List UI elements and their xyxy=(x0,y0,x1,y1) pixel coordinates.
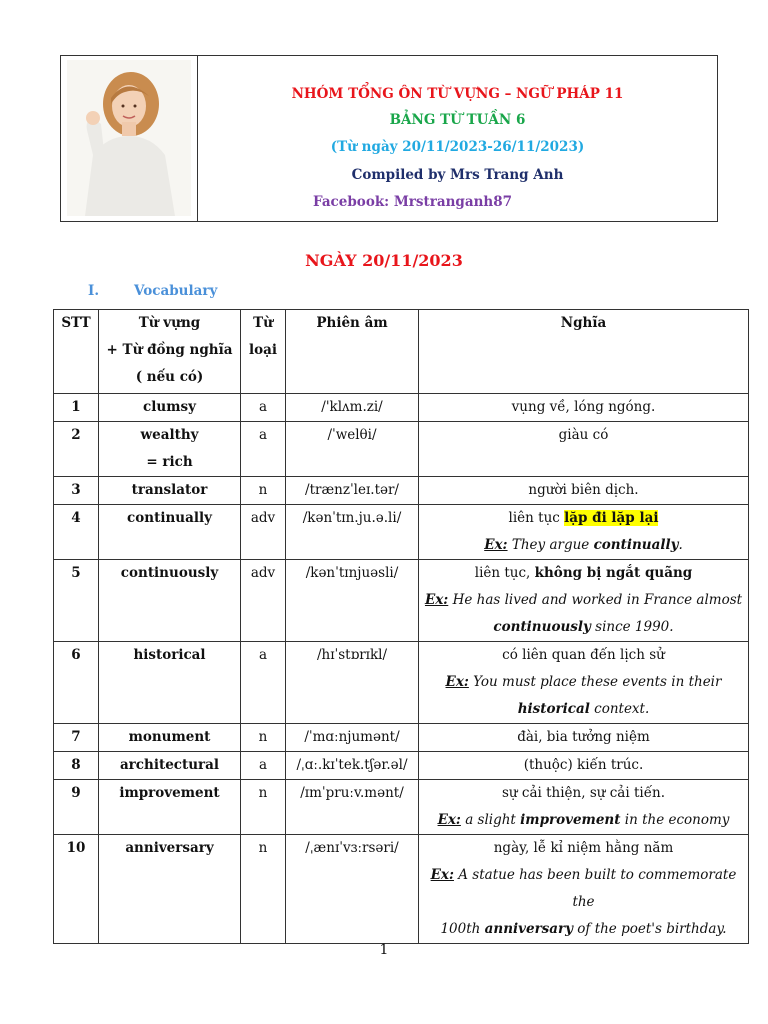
row-word: historical xyxy=(99,642,241,724)
row-pos: a xyxy=(241,642,286,724)
meaning-text xyxy=(423,560,744,587)
example-text: You must place these events in their xyxy=(468,674,722,690)
meaning-text xyxy=(423,505,744,532)
table-row xyxy=(54,422,749,477)
header-text-block xyxy=(198,56,717,221)
row-meaning xyxy=(419,835,749,944)
row-number: 9 xyxy=(54,780,99,835)
meaning-text: ngày, lễ kỉ niệm hằng năm xyxy=(493,840,674,856)
row-word-main: wealthy xyxy=(140,427,199,443)
row-phonetic: /kənˈtɪnjuəsli/ xyxy=(286,560,419,642)
row-word: continuously xyxy=(99,560,241,642)
example-label: Ex: xyxy=(424,592,449,608)
week-title: BẢNG TỪ TUẦN 6 xyxy=(389,112,526,128)
row-pos: adv xyxy=(241,560,286,642)
header-word xyxy=(99,310,241,394)
row-number: 5 xyxy=(54,560,99,642)
meaning-text: có liên quan đến lịch sử xyxy=(502,647,665,663)
row-pos: a xyxy=(241,752,286,780)
row-number: 7 xyxy=(54,724,99,752)
table-row xyxy=(54,724,749,752)
row-meaning: giàu có xyxy=(419,422,749,477)
section-title: Vocabulary xyxy=(134,283,218,299)
row-pos: a xyxy=(241,394,286,422)
row-phonetic: /ˈmɑːnjumənt/ xyxy=(286,724,419,752)
page-number: 1 xyxy=(379,942,389,958)
example-label: Ex: xyxy=(430,867,454,883)
facebook-handle: Facebook: Mrstranganh87 xyxy=(312,194,513,210)
table-row xyxy=(54,642,749,724)
example-keyword: continuously xyxy=(493,619,591,635)
row-number: 8 xyxy=(54,752,99,780)
example-label: Ex: xyxy=(445,674,469,690)
section-number: I. xyxy=(88,283,100,299)
row-pos: a xyxy=(241,422,286,477)
row-word: continually xyxy=(99,505,241,560)
example-text: They argue xyxy=(507,537,594,553)
row-phonetic: /kənˈtɪn.ju.ə.li/ xyxy=(286,505,419,560)
row-number: 1 xyxy=(54,394,99,422)
author-photo xyxy=(67,60,191,216)
row-phonetic: /trænzˈleɪ.tər/ xyxy=(286,477,419,505)
table-row xyxy=(54,560,749,642)
row-meaning xyxy=(419,560,749,642)
date-range: (Từ ngày 20/11/2023-26/11/2023) xyxy=(330,139,585,155)
header-phonetic: Phiên âm xyxy=(286,310,419,394)
meaning-text: sự cải thiện, sự cải tiến. xyxy=(501,785,665,801)
example-label: Ex: xyxy=(437,812,461,828)
row-number: 2 xyxy=(54,422,99,477)
row-word-synonym: = rich xyxy=(146,454,193,470)
row-number: 6 xyxy=(54,642,99,724)
example-sentence-cont xyxy=(423,696,744,723)
row-pos: n xyxy=(241,477,286,505)
row-phonetic: /ˌɑː.kɪˈtek.tʃər.əl/ xyxy=(286,752,419,780)
table-row xyxy=(54,780,749,835)
header-word-line2: + Từ đồng nghĩa xyxy=(106,342,233,358)
example-sentence xyxy=(423,532,744,559)
example-text: He has lived and worked in France almost xyxy=(448,592,743,608)
example-text-end: of the poet's birthday. xyxy=(572,921,727,937)
day-title: NGÀY 20/11/2023 xyxy=(305,251,463,270)
row-word: clumsy xyxy=(99,394,241,422)
row-number: 3 xyxy=(54,477,99,505)
section-heading xyxy=(88,283,217,299)
header-word-line3: ( nếu có) xyxy=(135,369,204,385)
header-pos-line1: Từ xyxy=(253,315,273,331)
row-phonetic: /hɪˈstɒrɪkl/ xyxy=(286,642,419,724)
row-number: 4 xyxy=(54,505,99,560)
compiled-by: Compiled by Mrs Trang Anh xyxy=(351,167,564,183)
example-sentence xyxy=(423,862,744,916)
row-meaning: đài, bia tưởng niệm xyxy=(419,724,749,752)
meaning-emphasis: không bị ngắt quãng xyxy=(534,565,693,581)
example-sentence xyxy=(423,587,744,614)
row-phonetic: /ɪmˈpruːv.mənt/ xyxy=(286,780,419,835)
example-sentence xyxy=(423,807,744,834)
meaning-highlight: lặp đi lặp lại xyxy=(564,510,659,526)
group-title: NHÓM TỔNG ÔN TỪ VỰNG – NGỮ PHÁP 11 xyxy=(291,86,624,102)
example-keyword: improvement xyxy=(520,812,621,828)
example-text-end: since 1990. xyxy=(590,619,674,635)
row-meaning xyxy=(419,505,749,560)
row-phonetic: /'klʌm.zi/ xyxy=(286,394,419,422)
header-pos xyxy=(241,310,286,394)
row-word: translator xyxy=(99,477,241,505)
table-row xyxy=(54,505,749,560)
row-pos: adv xyxy=(241,505,286,560)
meaning-plain: liên tục, xyxy=(474,565,535,581)
row-meaning: (thuộc) kiến trúc. xyxy=(419,752,749,780)
example-sentence xyxy=(423,669,744,696)
example-text: a slight xyxy=(460,812,521,828)
row-pos: n xyxy=(241,780,286,835)
table-row xyxy=(54,477,749,505)
row-word: anniversary xyxy=(99,835,241,944)
example-label: Ex: xyxy=(484,537,508,553)
row-meaning: vụng về, lóng ngóng. xyxy=(419,394,749,422)
table-row xyxy=(54,752,749,780)
example-text-end: in the economy xyxy=(620,812,730,828)
row-word: architectural xyxy=(99,752,241,780)
header-box xyxy=(60,55,718,222)
row-pos: n xyxy=(241,724,286,752)
row-number: 10 xyxy=(54,835,99,944)
example-keyword: anniversary xyxy=(484,921,573,937)
example-sentence-cont xyxy=(423,614,744,641)
row-word: improvement xyxy=(99,780,241,835)
row-phonetic: /ˌænɪˈvɜːrsəri/ xyxy=(286,835,419,944)
example-sentence-cont xyxy=(423,916,744,943)
table-header-row xyxy=(54,310,749,394)
example-keyword: continually xyxy=(593,537,679,553)
header-pos-line2: loại xyxy=(248,342,277,358)
row-word: monument xyxy=(99,724,241,752)
header-stt: STT xyxy=(54,310,99,394)
example-keyword: historical xyxy=(517,701,590,717)
example-text-end: . xyxy=(678,537,683,553)
row-pos: n xyxy=(241,835,286,944)
example-text: 100th xyxy=(440,921,485,937)
table-row xyxy=(54,835,749,944)
meaning-plain: liên tục xyxy=(508,510,565,526)
header-meaning: Nghĩa xyxy=(419,310,749,394)
row-meaning xyxy=(419,642,749,724)
row-phonetic: /ˈwelθi/ xyxy=(286,422,419,477)
example-text: A statue has been built to commemorate the xyxy=(453,867,737,910)
table-row xyxy=(54,394,749,422)
row-meaning: người biên dịch. xyxy=(419,477,749,505)
vocabulary-table xyxy=(53,309,749,944)
header-word-line1: Từ vựng xyxy=(138,315,201,331)
row-word xyxy=(99,422,241,477)
row-meaning xyxy=(419,780,749,835)
example-text-end: context. xyxy=(589,701,650,717)
